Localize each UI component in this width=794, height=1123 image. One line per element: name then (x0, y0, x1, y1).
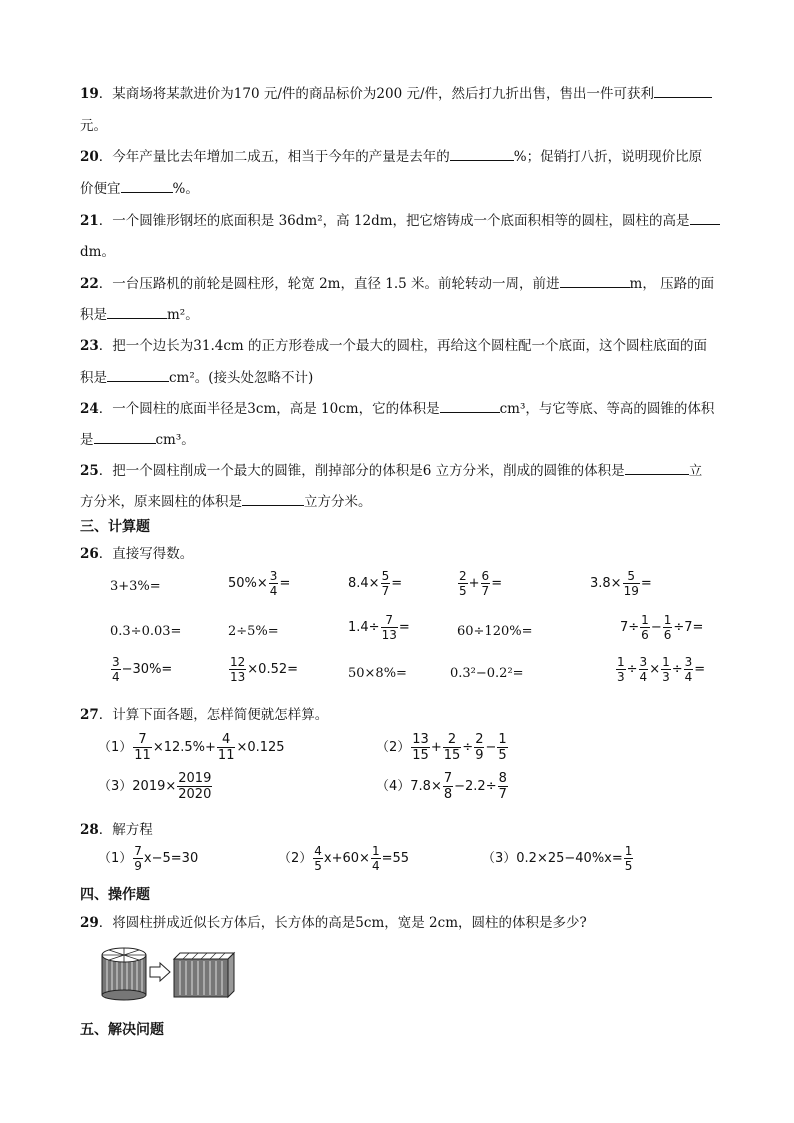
mental-item (110, 579, 161, 594)
answer-blank[interactable] (440, 399, 500, 414)
operator: − (650, 620, 662, 635)
question-number: 26 (80, 546, 99, 562)
mental-item (457, 624, 533, 639)
answer-blank[interactable] (121, 179, 173, 194)
numerator: 3 (112, 655, 120, 669)
denominator: 9 (134, 859, 142, 873)
question-text: ．把一个圆柱削成一个最大的圆锥，削掉部分的体积是6 立方分米，削成的圆锥的体积是 (98, 463, 625, 479)
answer-blank[interactable] (625, 461, 689, 476)
expr: = (279, 576, 291, 591)
fraction (639, 656, 649, 683)
answer-blank[interactable] (107, 305, 167, 320)
question-text: ．一个圆锥形钢坯的底面积是 36dm²，高 12dm，把它熔铸成一个底面积相等的圆柱，圆柱的高是 (98, 213, 690, 229)
denominator: 6 (641, 628, 649, 642)
denominator: 11 (217, 748, 235, 763)
question-text: dm。 (80, 244, 115, 260)
numerator: 12 (230, 655, 246, 669)
question-number: 28 (80, 822, 99, 838)
fraction (133, 845, 143, 872)
numerator: 2 (447, 732, 457, 747)
fraction (661, 656, 671, 683)
question-19 (80, 82, 712, 102)
expr: 7÷ (620, 620, 640, 635)
numerator: 3 (269, 569, 278, 583)
question-23 (80, 334, 707, 354)
expr: 0.3÷0.03= (110, 624, 182, 639)
denominator: 5 (498, 748, 507, 763)
calc-problem-4 (376, 772, 509, 801)
denominator: 15 (412, 748, 429, 763)
denominator: 7 (481, 584, 490, 598)
answer-blank[interactable] (94, 430, 156, 445)
denominator: 4 (639, 670, 648, 684)
problem-label: （2） (376, 740, 411, 755)
mental-item (590, 570, 652, 597)
expr: = (491, 576, 503, 591)
question-number: 27 (80, 707, 99, 723)
numerator: 1 (624, 844, 633, 858)
fraction (177, 772, 212, 801)
fraction (497, 733, 507, 762)
cylinder-sliced-icon (102, 948, 146, 1000)
fraction (684, 656, 694, 683)
fraction (623, 570, 640, 597)
problem-label: （1） (98, 851, 133, 866)
mental-item (348, 614, 410, 641)
fraction (217, 733, 236, 762)
question-text: 立 (688, 463, 703, 479)
question-number: 25 (80, 463, 99, 479)
problem-label: （4） (376, 779, 411, 794)
numerator: 3 (684, 655, 693, 669)
expr: 50×8%= (348, 666, 407, 681)
fraction (443, 772, 453, 801)
expr: 2÷5%= (228, 624, 279, 639)
arrow-right-icon (150, 963, 170, 981)
numerator: 7 (443, 771, 453, 786)
fraction (474, 733, 484, 762)
fraction (498, 772, 508, 801)
numerator: 1 (663, 613, 672, 627)
calc-problem-2 (376, 733, 509, 762)
fraction (443, 733, 462, 762)
denominator: 4 (371, 859, 380, 873)
question-text: m， 压路的面 (629, 276, 715, 292)
expr: = (694, 662, 706, 677)
expr: =55 (381, 851, 410, 866)
question-text: ．把一个边长为31.4cm 的正方形卷成一个最大的圆柱，再给这个圆柱配一个底面，这个圆柱底面的面 (98, 338, 708, 354)
numerator: 2 (459, 569, 467, 583)
section-heading-operation: 四、操作题 (80, 887, 150, 903)
numerator: 7 (134, 844, 142, 858)
expr: 0.3²−0.2²= (450, 666, 524, 681)
mental-item (228, 570, 290, 597)
fraction (481, 570, 491, 597)
expr: x−5=30 (143, 851, 199, 866)
denominator: 9 (475, 748, 484, 763)
question-text: 是 (80, 432, 94, 448)
question-text: cm³。 (155, 432, 195, 448)
question-number: 23 (80, 338, 99, 354)
question-number: 22 (80, 276, 99, 292)
expr: ÷7= (673, 620, 704, 635)
denominator: 19 (623, 584, 639, 598)
approximate-cuboid-icon (174, 953, 234, 997)
question-text: ．解方程 (98, 822, 153, 838)
numerator: 5 (627, 569, 636, 583)
question-text: cm²。(接头处忽略不计) (169, 370, 314, 386)
expr: ×12.5%+ (152, 740, 216, 755)
question-text: ．一台压路机的前轮是圆柱形，轮宽 2m，直径 1.5 米。前轮转动一周，前进 (98, 276, 560, 292)
expr: 7.8× (410, 779, 442, 794)
operator: ÷ (626, 662, 638, 677)
question-number: 29 (80, 915, 99, 931)
denominator: 6 (663, 628, 672, 642)
question-text: ．一个圆柱的底面半径是3cm，高是 10cm，它的体积是 (98, 401, 440, 417)
section-heading-problem-solving: 五、解决问题 (80, 1022, 164, 1038)
operator: + (430, 740, 442, 755)
numerator: 5 (381, 569, 390, 583)
expr: ×0.125 (236, 740, 285, 755)
numerator: 6 (481, 569, 490, 583)
question-text: ．计算下面各题，怎样简便就怎样算。 (98, 707, 329, 723)
mental-item (450, 666, 524, 681)
problem-label: （3） (482, 851, 517, 866)
answer-blank[interactable] (242, 492, 304, 507)
problem-label: （2） (278, 851, 313, 866)
fraction (458, 570, 468, 597)
question-24 (80, 397, 714, 417)
expr: −2.2÷ (454, 779, 497, 794)
expr: ×0.52= (247, 662, 299, 677)
operator: ÷ (671, 662, 683, 677)
mental-item (228, 656, 298, 683)
question-text: m²。 (167, 307, 199, 323)
numerator: 7 (385, 613, 394, 627)
mental-item (110, 624, 181, 639)
mental-item (348, 570, 402, 597)
expr: x+60× (323, 851, 370, 866)
problem-label: （3） (98, 779, 133, 794)
question-number: 24 (80, 401, 99, 417)
question-text: 方分米，原来圆柱的体积是 (80, 494, 242, 510)
question-19-cont (80, 114, 107, 134)
numerator: 3 (639, 655, 648, 669)
question-20 (80, 145, 702, 165)
fraction (381, 614, 398, 641)
calc-problem-3 (98, 772, 213, 801)
fraction (371, 845, 381, 872)
denominator: 7 (498, 787, 507, 802)
mental-item (620, 614, 703, 641)
expr: = (640, 576, 652, 591)
numerator: 2 (475, 732, 484, 747)
mental-item (457, 570, 502, 597)
denominator: 5 (459, 584, 467, 598)
question-24-cont (80, 428, 195, 448)
operator: − (485, 740, 497, 755)
answer-blank[interactable] (560, 274, 630, 289)
fraction (229, 656, 246, 683)
denominator: 5 (624, 859, 633, 873)
answer-blank[interactable] (450, 147, 514, 162)
question-20-cont (80, 177, 199, 197)
question-23-cont (80, 366, 313, 386)
question-text: cm³，与它等底、等高的圆锥的体积 (499, 401, 715, 417)
numerator: 8 (498, 771, 507, 786)
fraction (133, 733, 152, 762)
equation-3 (482, 845, 634, 872)
denominator: 8 (443, 787, 453, 802)
numerator: 4 (222, 732, 231, 747)
denominator: 2020 (178, 787, 212, 802)
numerator: 1 (662, 655, 670, 669)
question-28 (80, 818, 153, 838)
question-text: ．某商场将某款进价为170 元/件的商品标价为200 元/件，然后打九折出售，售出一件可获利 (98, 86, 655, 102)
denominator: 13 (230, 670, 246, 684)
denominator: 15 (443, 748, 461, 763)
denominator: 3 (617, 670, 625, 684)
expr: = (391, 576, 403, 591)
question-26 (80, 542, 193, 562)
expr: 8.4× (348, 576, 380, 591)
question-21 (80, 209, 720, 229)
equation-1 (98, 845, 198, 872)
question-text: 立方分米。 (304, 494, 372, 510)
question-text: 元。 (80, 118, 107, 134)
numerator: 1 (641, 613, 649, 627)
calc-problem-1 (98, 733, 285, 762)
numerator: 1 (371, 844, 380, 858)
denominator: 4 (112, 670, 120, 684)
numerator: 7 (138, 732, 147, 747)
mental-item (110, 656, 172, 683)
question-29 (80, 911, 587, 931)
expr: 50%× (228, 576, 268, 591)
denominator: 3 (662, 670, 670, 684)
operator: ÷ (462, 740, 474, 755)
question-text: ．今年产量比去年增加二成五，相当于今年的产量是去年的 (98, 149, 450, 165)
fraction (616, 656, 626, 683)
denominator: 7 (381, 584, 390, 598)
answer-blank[interactable] (107, 368, 169, 383)
question-text: ．将圆柱拼成近似长方体后，长方体的高是5cm，宽是 2cm，圆柱的体积是多少? (98, 915, 587, 931)
expr: 0.2×25−40%x= (516, 851, 623, 866)
numerator: 13 (412, 732, 429, 747)
expr: −30%= (121, 662, 173, 677)
question-25-cont (80, 490, 372, 510)
question-22 (80, 272, 714, 292)
question-22-cont (80, 303, 199, 323)
expr: 60÷120%= (457, 624, 533, 639)
mental-item (615, 656, 705, 683)
question-number: 19 (80, 86, 99, 102)
denominator: 11 (134, 748, 151, 763)
question-25 (80, 459, 702, 479)
denominator: 5 (314, 859, 322, 873)
expr: 1.4÷ (348, 620, 380, 635)
problem-label: （1） (98, 740, 133, 755)
denominator: 4 (269, 584, 278, 598)
mental-item (228, 624, 279, 639)
answer-blank[interactable] (654, 84, 712, 99)
denominator: 13 (381, 628, 397, 642)
question-text: %。 (172, 181, 199, 197)
expr: = (398, 620, 410, 635)
fraction (313, 845, 323, 872)
answer-blank[interactable] (690, 211, 720, 226)
expr: 3+3%= (110, 579, 161, 594)
fraction (624, 845, 634, 872)
fraction (111, 656, 121, 683)
question-27 (80, 703, 328, 723)
cylinder-to-cuboid-figure (98, 945, 238, 1003)
question-text: 价便宜 (80, 181, 121, 197)
operator: × (649, 662, 661, 677)
numerator: 1 (498, 732, 507, 747)
expr: 3.8× (590, 576, 622, 591)
denominator: 4 (684, 670, 693, 684)
numerator: 1 (617, 655, 625, 669)
question-number: 20 (80, 149, 99, 165)
equation-2 (278, 845, 409, 872)
question-number: 21 (80, 213, 99, 229)
section-heading-calculation: 三、计算题 (80, 519, 150, 535)
numerator: 4 (314, 844, 322, 858)
fraction (663, 614, 673, 641)
question-text: 积是 (80, 307, 107, 323)
question-text: %；促销打八折，说明现价比原 (513, 149, 703, 165)
question-text: 积是 (80, 370, 107, 386)
question-text: ．直接写得数。 (98, 546, 194, 562)
fraction (640, 614, 650, 641)
operator: + (468, 576, 480, 591)
fraction (269, 570, 279, 597)
numerator: 2019 (178, 771, 212, 786)
fraction (381, 570, 391, 597)
expr: 2019× (132, 779, 177, 794)
mental-item (348, 666, 407, 681)
fraction (411, 733, 430, 762)
question-21-cont (80, 240, 115, 260)
